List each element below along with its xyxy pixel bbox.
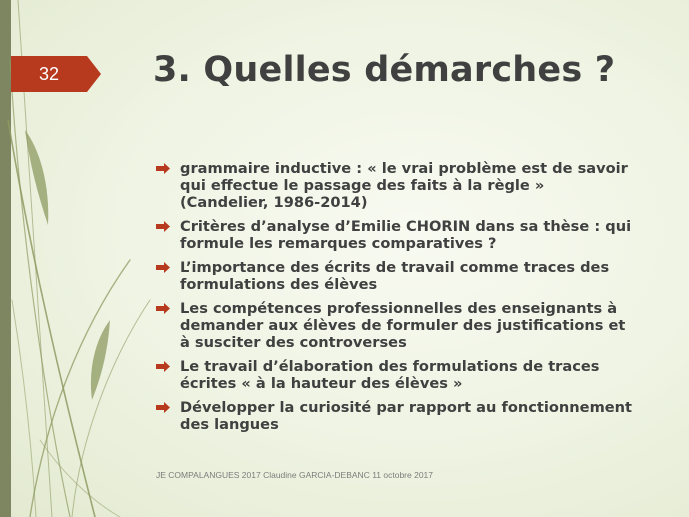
slide-number-badge: [11, 56, 101, 92]
bullet-item: [156, 300, 636, 351]
bullet-item: [156, 259, 636, 293]
bullet-text: grammaire inductive : « le vrai problème est de savoir qui effectue le passage des faits à la règle » (Candelier, 1986-2014): [180, 160, 628, 211]
slide-number: 32: [38, 64, 60, 84]
bullet-text: Critères d’analyse d’Emilie CHORIN dans sa thèse : qui formule les remarques comparatives ?: [180, 218, 632, 252]
bullet-item: [156, 358, 636, 392]
bullet-text: Le travail d’élaboration des formulations de traces écrites « à la hauteur des élèves »: [180, 358, 600, 392]
bullet-text: Développer la curiosité par rapport au fonctionnement des langues: [180, 399, 633, 433]
arrow-right-icon: [156, 221, 170, 232]
bullet-item: [156, 160, 636, 211]
slide-title: 3. Quelles démarches ?: [153, 50, 616, 90]
bullet-item: [156, 399, 636, 433]
arrow-right-icon: [156, 402, 170, 413]
slide-footer: JE COMPALANGUES 2017 Claudine GARCIA-DEBANC 11 octobre 2017: [156, 470, 434, 480]
bullet-text: Les compétences professionnelles des enseignants à demander aux élèves de formuler des justifications et à susciter des controverses: [180, 300, 626, 351]
arrow-right-icon: [156, 262, 170, 273]
bullet-item: [156, 218, 636, 252]
arrow-right-icon: [156, 163, 170, 174]
bullet-list: [156, 160, 636, 440]
arrow-right-icon: [156, 303, 170, 314]
bullet-text: L’importance des écrits de travail comme traces des formulations des élèves: [180, 259, 610, 293]
arrow-right-icon: [156, 361, 170, 372]
